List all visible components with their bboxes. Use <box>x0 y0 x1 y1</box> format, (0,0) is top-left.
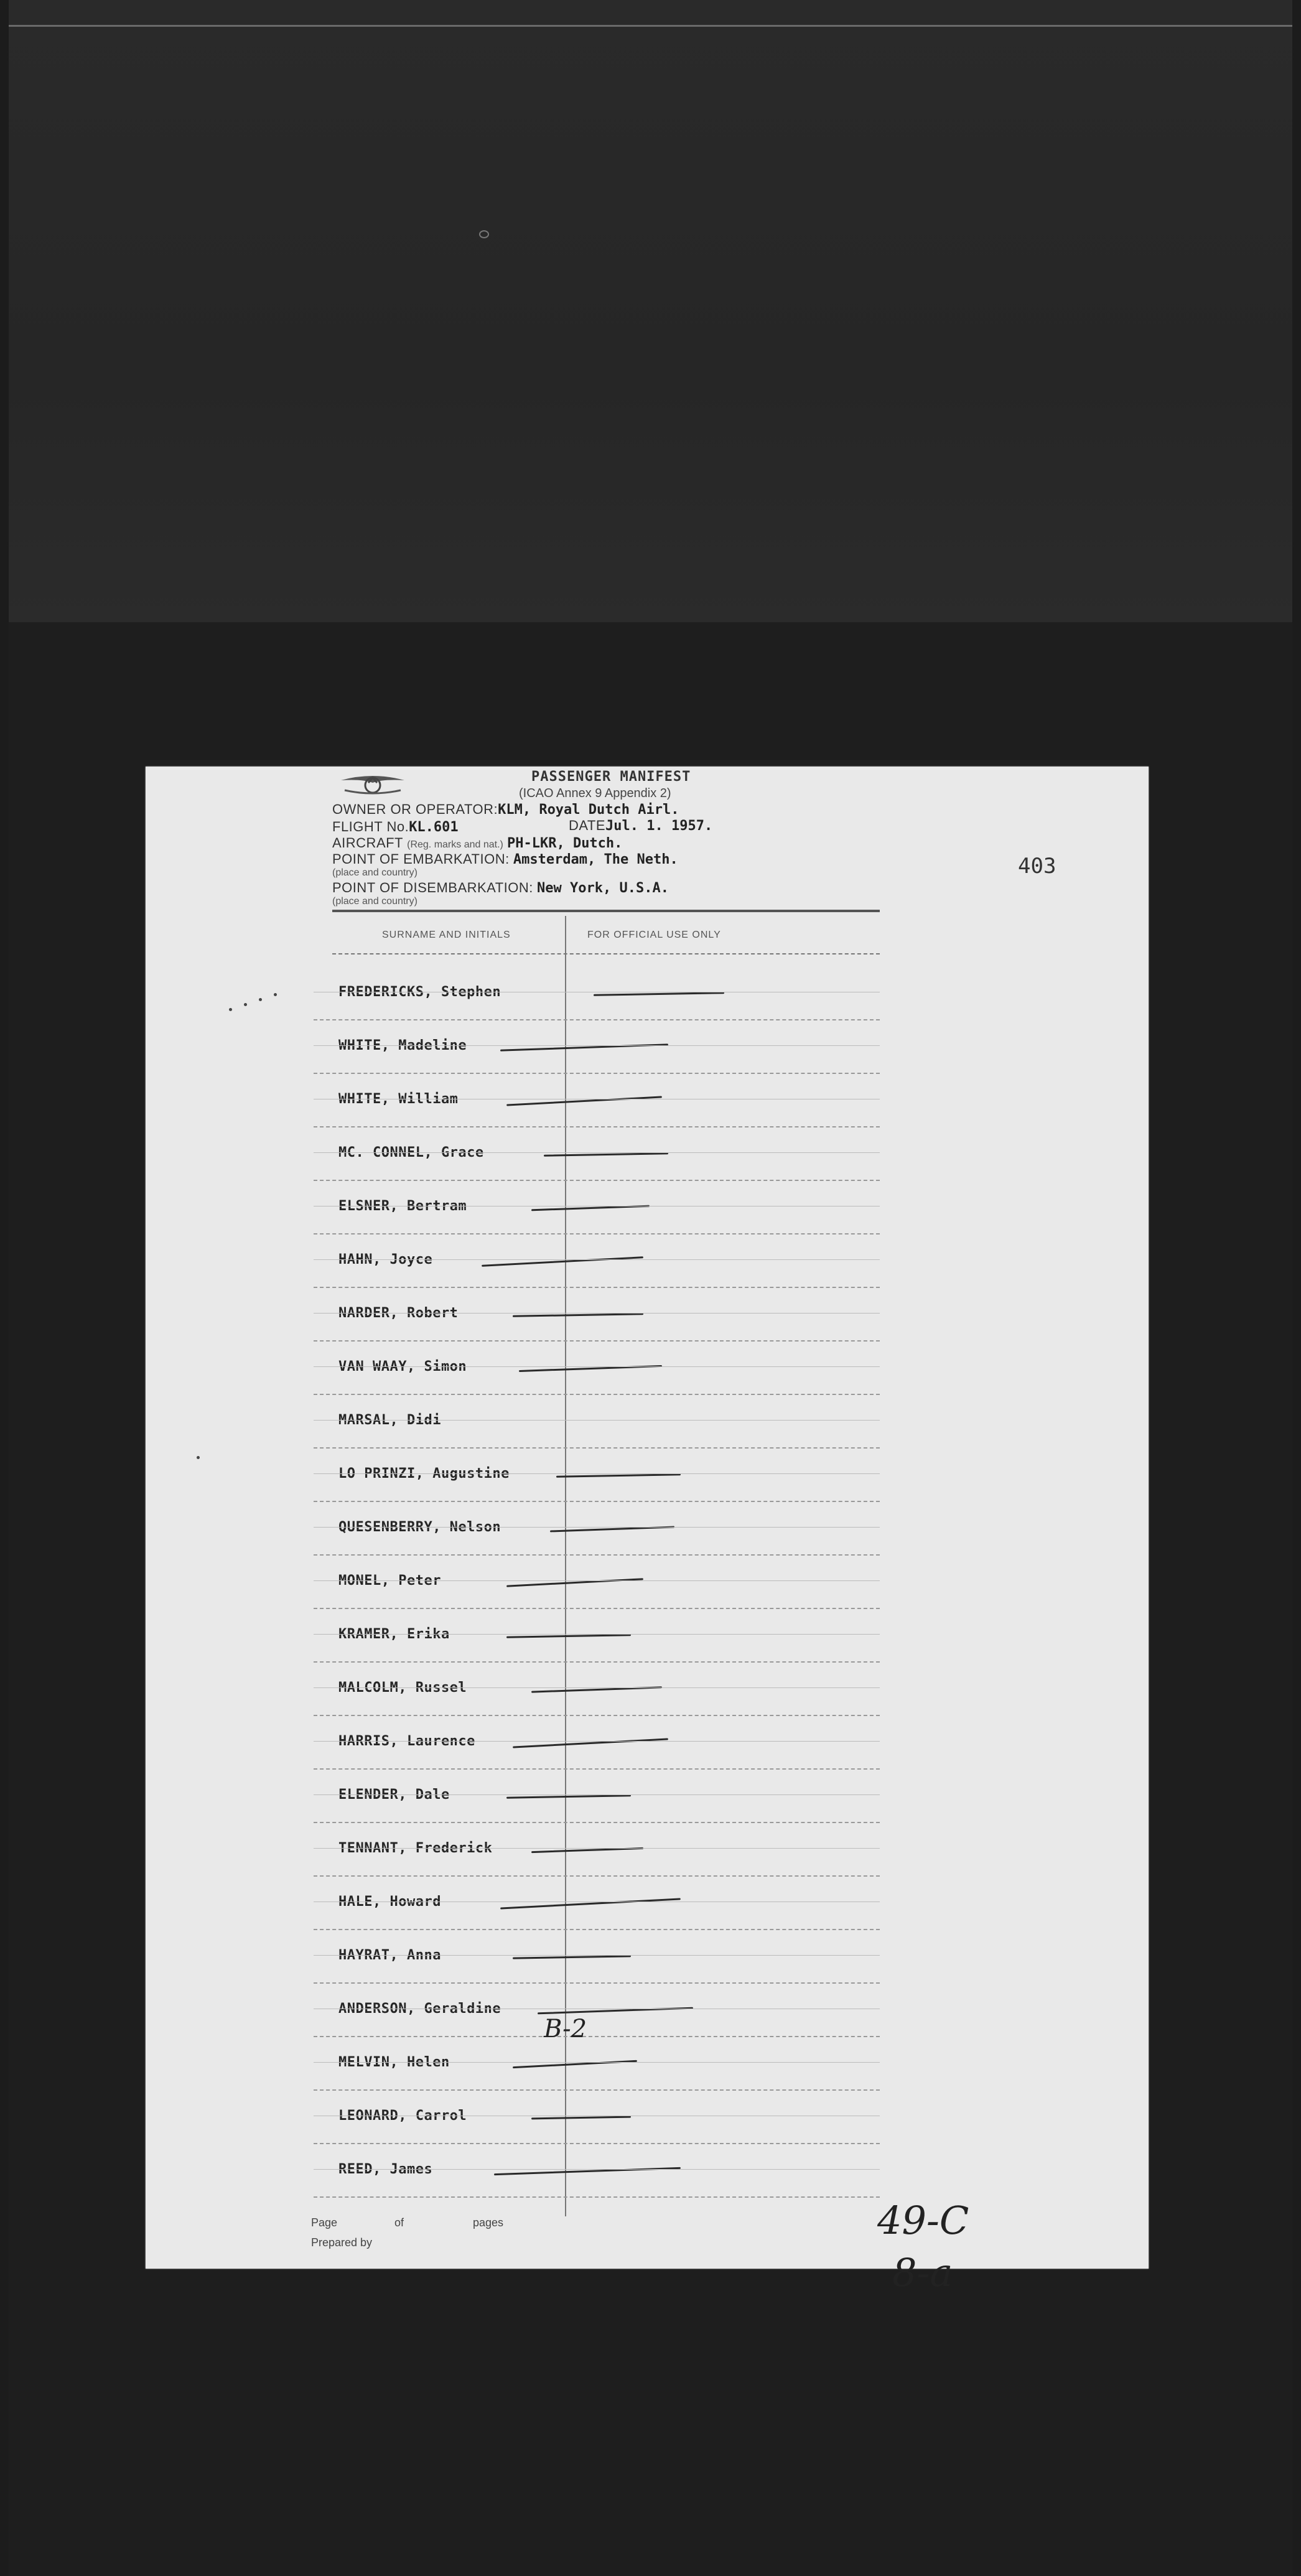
check-mark <box>506 1578 643 1587</box>
check-mark <box>556 1473 681 1477</box>
flight-field <box>332 819 459 835</box>
passenger-name: MC. CONNEL, Grace <box>338 1145 484 1160</box>
disembarkation-label: POINT OF DISEMBARKATION: <box>332 880 533 895</box>
row-guideline <box>314 1313 880 1314</box>
manifest-sheet <box>146 767 1149 2295</box>
check-mark <box>500 1898 681 1909</box>
aircraft-field <box>332 835 622 851</box>
row-guideline <box>314 1741 880 1742</box>
passenger-row <box>314 1287 880 1342</box>
passenger-name: WHITE, Madeline <box>338 1038 467 1053</box>
date-value: Jul. 1. 1957. <box>605 818 713 834</box>
passenger-row <box>314 2089 880 2144</box>
passenger-name: HARRIS, Laurence <box>338 1734 475 1749</box>
row-guideline <box>314 1473 880 1474</box>
passenger-row <box>314 1501 880 1556</box>
check-mark <box>594 992 724 996</box>
check-mark <box>506 1634 631 1638</box>
row-guideline <box>314 2062 880 2063</box>
official-column-header: FOR OFFICIAL USE ONLY <box>587 930 721 940</box>
manifest-title: PASSENGER MANIFEST <box>531 769 691 785</box>
date-field <box>569 818 712 834</box>
official-annotation: B-2 <box>544 2015 587 2043</box>
row-guideline <box>314 1634 880 1635</box>
footer-page-label: Page <box>311 2216 338 2229</box>
aircraft-label: AIRCRAFT <box>332 835 403 851</box>
aircraft-note: (Reg. marks and nat.) <box>407 839 503 850</box>
check-mark <box>513 1955 631 1959</box>
passenger-row <box>314 1768 880 1823</box>
row-guideline <box>314 1366 880 1367</box>
check-mark <box>506 1794 631 1798</box>
row-guideline <box>314 1848 880 1849</box>
passenger-name: TENNANT, Frederick <box>338 1841 493 1856</box>
embarkation-label: POINT OF EMBARKATION: <box>332 851 510 867</box>
page-number: 403 <box>1018 854 1056 879</box>
column-header-divider <box>332 953 880 954</box>
check-mark <box>506 1096 662 1106</box>
passenger-row <box>314 1661 880 1716</box>
klm-logo <box>338 769 407 801</box>
check-mark <box>544 1152 668 1156</box>
passenger-name: LEONARD, Carrol <box>338 2108 467 2124</box>
passenger-row <box>314 1394 880 1449</box>
owner-field <box>332 801 679 818</box>
scan-speck <box>274 993 277 996</box>
row-guideline <box>314 2169 880 2170</box>
scan-speck <box>229 1008 232 1011</box>
passenger-name: HALE, Howard <box>338 1894 441 1910</box>
passenger-name: FREDERICKS, Stephen <box>338 984 501 1000</box>
passenger-row <box>314 1822 880 1877</box>
scan-speck <box>244 1003 247 1006</box>
disembarkation-field <box>332 880 669 896</box>
embarkation-field <box>332 851 678 867</box>
flight-value: KL.601 <box>409 819 459 835</box>
check-mark <box>482 1256 643 1267</box>
footer-prepared-label: Prepared by <box>311 2236 373 2249</box>
scan-speck <box>479 230 489 238</box>
place-note-1: (place and country) <box>332 867 417 878</box>
manifest-subtitle: (ICAO Annex 9 Appendix 2) <box>519 786 671 800</box>
row-guideline <box>314 1580 880 1581</box>
row-guideline <box>314 1527 880 1528</box>
check-mark <box>494 2167 681 2175</box>
passenger-name: HAHN, Joyce <box>338 1252 433 1267</box>
embarkation-value: Amsterdam, The Neth. <box>513 852 678 867</box>
row-guideline <box>314 1152 880 1153</box>
disembarkation-value: New York, U.S.A. <box>537 880 669 896</box>
row-guideline <box>314 1955 880 1956</box>
row-guideline <box>314 1794 880 1795</box>
passenger-row <box>314 1554 880 1609</box>
passenger-name: HAYRAT, Anna <box>338 1948 441 1963</box>
passenger-row <box>314 1715 880 1770</box>
scan-background-top <box>9 0 1292 622</box>
passenger-name: MARSAL, Didi <box>338 1412 441 1428</box>
passenger-row <box>314 966 880 1020</box>
handwritten-note-2: 8-a <box>892 2250 953 2295</box>
row-guideline <box>314 1045 880 1046</box>
passenger-row <box>314 1233 880 1288</box>
handwritten-note-1: 49-C <box>877 2198 969 2243</box>
row-guideline <box>314 1687 880 1688</box>
passenger-row <box>314 2036 880 2091</box>
passenger-row <box>314 1447 880 1502</box>
owner-label: OWNER OR OPERATOR: <box>332 801 498 817</box>
surname-column-header: SURNAME AND INITIALS <box>382 930 511 940</box>
passenger-name: NARDER, Robert <box>338 1305 459 1321</box>
passenger-row <box>314 1019 880 1074</box>
passenger-name: MALCOLM, Russel <box>338 1680 467 1696</box>
passenger-name: LO PRINZI, Augustine <box>338 1466 510 1482</box>
scan-speck <box>197 1456 200 1459</box>
passenger-name: ELSNER, Bertram <box>338 1198 467 1214</box>
place-note-2: (place and country) <box>332 896 417 907</box>
owner-value: KLM, Royal Dutch Airl. <box>498 802 679 818</box>
passenger-name: MELVIN, Helen <box>338 2055 450 2070</box>
passenger-name: KRAMER, Erika <box>338 1626 450 1642</box>
passenger-name: QUESENBERRY, Nelson <box>338 1519 501 1535</box>
passenger-row <box>314 1875 880 1930</box>
passenger-name: VAN WAAY, Simon <box>338 1359 467 1374</box>
check-mark <box>531 2116 631 2120</box>
row-guideline <box>314 1259 880 1260</box>
scan-edge <box>9 25 1292 27</box>
passenger-row <box>314 1929 880 1984</box>
passenger-row <box>314 1340 880 1395</box>
passenger-row <box>314 2143 880 2198</box>
passenger-row <box>314 1073 880 1127</box>
date-label: DATE <box>569 818 606 833</box>
row-guideline <box>314 1420 880 1421</box>
passenger-name: MONEL, Peter <box>338 1573 441 1589</box>
passenger-row <box>314 1982 880 2037</box>
passenger-name: WHITE, William <box>338 1091 459 1107</box>
check-mark <box>513 1313 643 1317</box>
flight-label: FLIGHT No. <box>332 819 409 834</box>
passenger-row <box>314 1126 880 1181</box>
scan-speck <box>259 998 262 1001</box>
header-divider <box>332 910 880 912</box>
passenger-name: ANDERSON, Geraldine <box>338 2001 501 2017</box>
footer-pages-label: pages <box>473 2216 504 2229</box>
passenger-name: ELENDER, Dale <box>338 1787 450 1803</box>
passenger-row <box>314 1180 880 1234</box>
footer-of-label: of <box>394 2216 404 2229</box>
check-mark <box>513 2060 637 2068</box>
check-mark <box>513 1738 668 1748</box>
aircraft-value: PH-LKR, Dutch. <box>506 836 623 851</box>
passenger-name: REED, James <box>338 2162 433 2177</box>
passenger-row <box>314 1608 880 1663</box>
